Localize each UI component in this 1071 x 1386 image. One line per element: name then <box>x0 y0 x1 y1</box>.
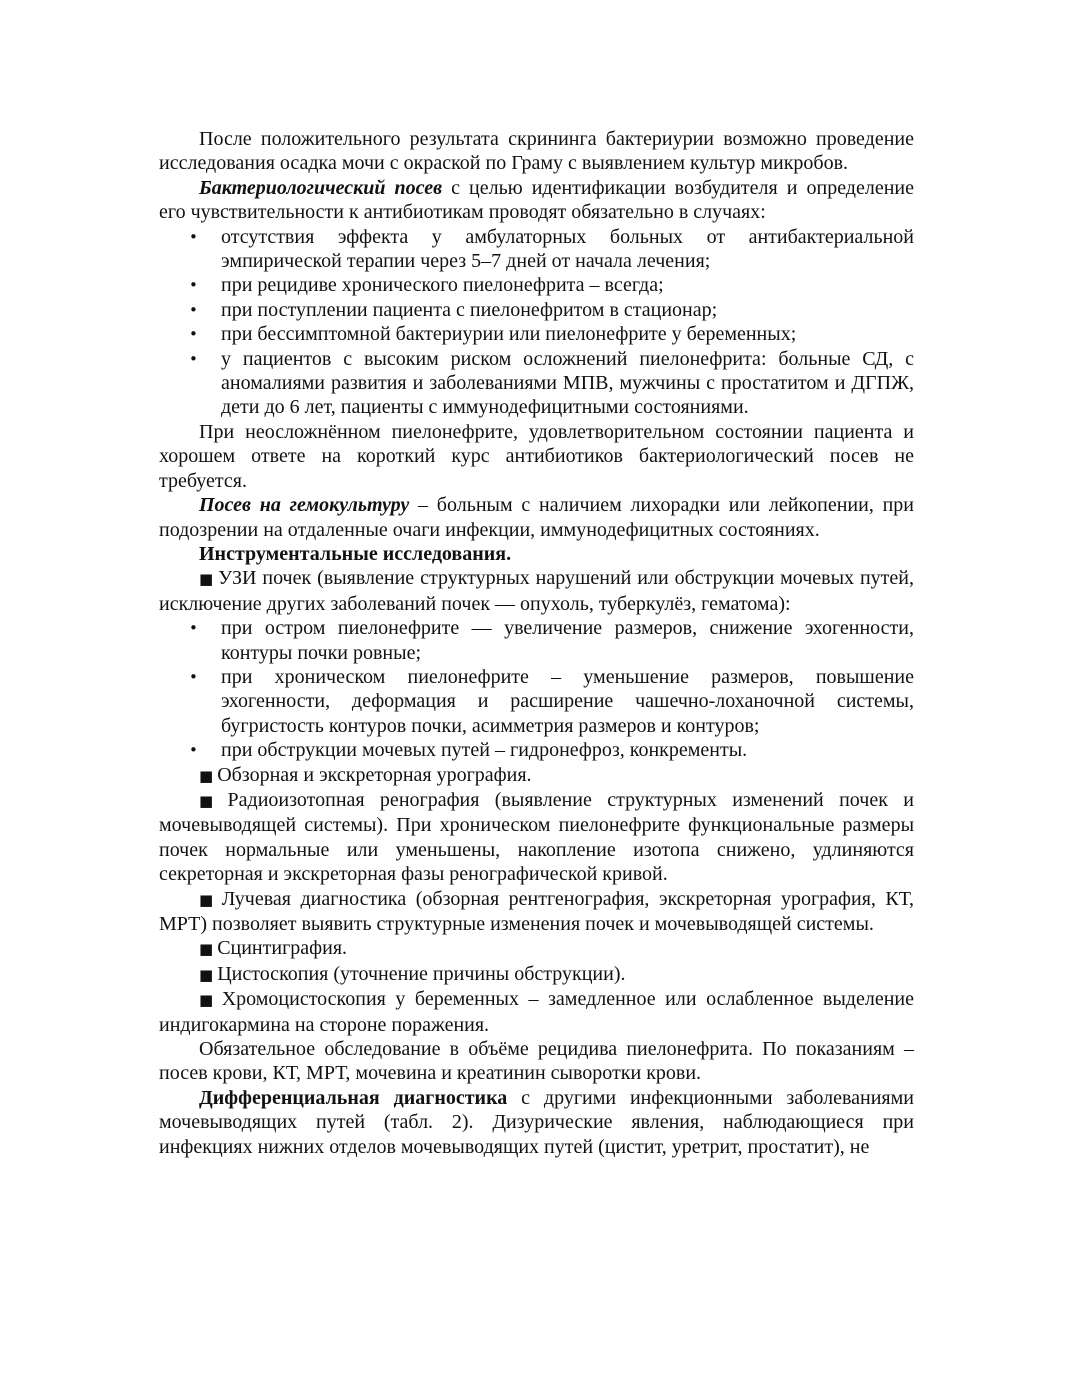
document-page <box>159 127 914 1159</box>
list-item <box>159 665 914 738</box>
paragraph-uncomplicated: При неосложнённом пиелонефрите, удовлетворительном состоянии пациента и хорошем ответе на короткий курс антибиотиков бактериологический посев не требуется. <box>159 420 914 492</box>
paragraph-blood-culture <box>159 493 914 542</box>
paragraph-cystoscopy-text: Цистоскопия (уточнение причины обструкции). <box>217 962 626 985</box>
bullet-icon: • <box>189 349 198 368</box>
paragraph-chromocystoscopy <box>159 987 914 1037</box>
square-bullet-icon: ■ <box>199 890 218 909</box>
list-item <box>159 347 914 420</box>
paragraph-bacteriological-culture <box>159 176 914 225</box>
paragraph-differential <box>159 1086 914 1159</box>
paragraph-radiology-text: Лучевая диагностика (обзорная рентгенография, экскреторная урография, КТ, МРТ) позволяет выявить структурные изменения почек и мочевыводящей системы. <box>159 887 914 935</box>
paragraph-urography <box>159 763 914 788</box>
bullet-icon: • <box>189 619 198 638</box>
paragraph-radiology <box>159 887 914 937</box>
list-item <box>159 273 914 297</box>
heading-instrumental-text: Инструментальные исследования. <box>199 542 512 565</box>
paragraph-mandatory-exam: Обязательное обследование в объёме рецидива пиелонефрита. По показаниям – посев крови, КТ, МРТ, мочевина и креатинин сыворотки крови. <box>159 1038 914 1085</box>
list-item <box>159 298 914 322</box>
square-bullet-icon: ■ <box>199 570 215 589</box>
bullet-icon: • <box>189 276 198 295</box>
culture-indications-list <box>159 225 914 420</box>
list-item <box>159 322 914 346</box>
list-item-text: при рецидиве хронического пиелонефрита – всегда; <box>221 274 664 297</box>
bullet-icon: • <box>189 741 198 760</box>
list-item-text: при обструкции мочевых путей – гидронефроз, конкременты. <box>221 739 748 762</box>
bullet-icon: • <box>189 667 198 686</box>
list-item-text: при бессимптомной бактериурии или пиелонефрите у беременных; <box>221 323 797 346</box>
paragraph-screening: После положительного результата скрининга бактериурии возможно проведение исследования осадка мочи с окраской по Граму с выявлением культур микробов. <box>159 128 914 175</box>
bullet-icon: • <box>189 325 198 344</box>
ultrasound-findings-list <box>159 616 914 762</box>
bullet-icon: • <box>189 300 198 319</box>
paragraph-chromocystoscopy-text: Хромоцистоскопия у беременных – замедленное или ослабленное выделение индигокармина на стороне поражения. <box>159 988 914 1036</box>
paragraph-ultrasound-text: УЗИ почек (выявление структурных нарушений или обструкции мочевых путей, исключение других заболеваний почек — опухоль, туберкулёз, гематома): <box>159 567 914 615</box>
list-item-text: отсутствия эффекта у амбулаторных больных от антибактериальной эмпирической терапии через 5–7 дней от начала лечения; <box>221 225 914 273</box>
square-bullet-icon: ■ <box>199 965 214 984</box>
paragraph-urography-text: Обзорная и экскреторная урография. <box>217 763 532 786</box>
term-blood-culture: Посев на гемокультуру <box>199 494 410 517</box>
term-bacteriological-culture: Бактериологический посев <box>199 176 443 199</box>
paragraph-scintigraphy <box>159 936 914 961</box>
paragraph-renography-text: Радиоизотопная ренография (выявление структурных изменений почек и мочевыводящей системы). При хроническом пиелонефрите функциональные размеры почек нормальные или уменьшены, накопление изотопа снижено, удлиняются секреторная и экскреторная фазы ренографической кривой. <box>159 788 914 886</box>
paragraph-scintigraphy-text: Сцинтиграфия. <box>217 937 348 960</box>
heading-instrumental <box>159 542 914 566</box>
square-bullet-icon: ■ <box>199 791 224 810</box>
term-differential-diagnosis: Дифференциальная диагностика <box>199 1086 508 1109</box>
list-item <box>159 616 914 665</box>
list-item-text: при хроническом пиелонефрите – уменьшение размеров, повышение эхогенности, деформация и расширение чашечно-лоханочной системы, бугристость контуров почки, асимметрия размеров и контуров; <box>221 665 914 737</box>
paragraph-blood-culture-text: – больным с наличием лихорадки или лейкопении, при подозрении на отдаленные очаги инфекции, иммунодефицитных состояниях. <box>159 494 915 541</box>
bullet-icon: • <box>189 227 198 246</box>
list-item-text: при поступлении пациента с пиелонефритом в стационар; <box>221 298 718 321</box>
list-item-text: при остром пиелонефрите — увеличение размеров, снижение эхогенности, контуры почки ровные; <box>221 617 914 664</box>
list-item-text: у пациентов с высоким риском осложнений пиелонефрита: больные СД, с аномалиями развития и заболеваниями МПВ, мужчины с простатитом и ДГПЖ, дети до 6 лет, пациенты с иммунодефицитными состояниями. <box>221 347 914 419</box>
paragraph-renography <box>159 788 914 887</box>
list-item <box>159 225 914 274</box>
paragraph-ultrasound <box>159 566 914 616</box>
paragraph-differential-text: с другими инфекционными заболеваниями мочевыводящих путей (табл. 2). Дизурические явления, наблюдающиеся при инфекциях нижних отделов мочевыводящих путей (цистит, уретрит, простатит), не <box>159 1086 914 1158</box>
square-bullet-icon: ■ <box>199 991 218 1010</box>
square-bullet-icon: ■ <box>199 940 214 959</box>
paragraph-cystoscopy <box>159 962 914 987</box>
square-bullet-icon: ■ <box>199 766 214 785</box>
paragraph-bacteriological-culture-text: с целью идентификации возбудителя и определение его чувствительности к антибиотикам проводят обязательно в случаях: <box>159 176 914 224</box>
list-item <box>159 738 914 762</box>
